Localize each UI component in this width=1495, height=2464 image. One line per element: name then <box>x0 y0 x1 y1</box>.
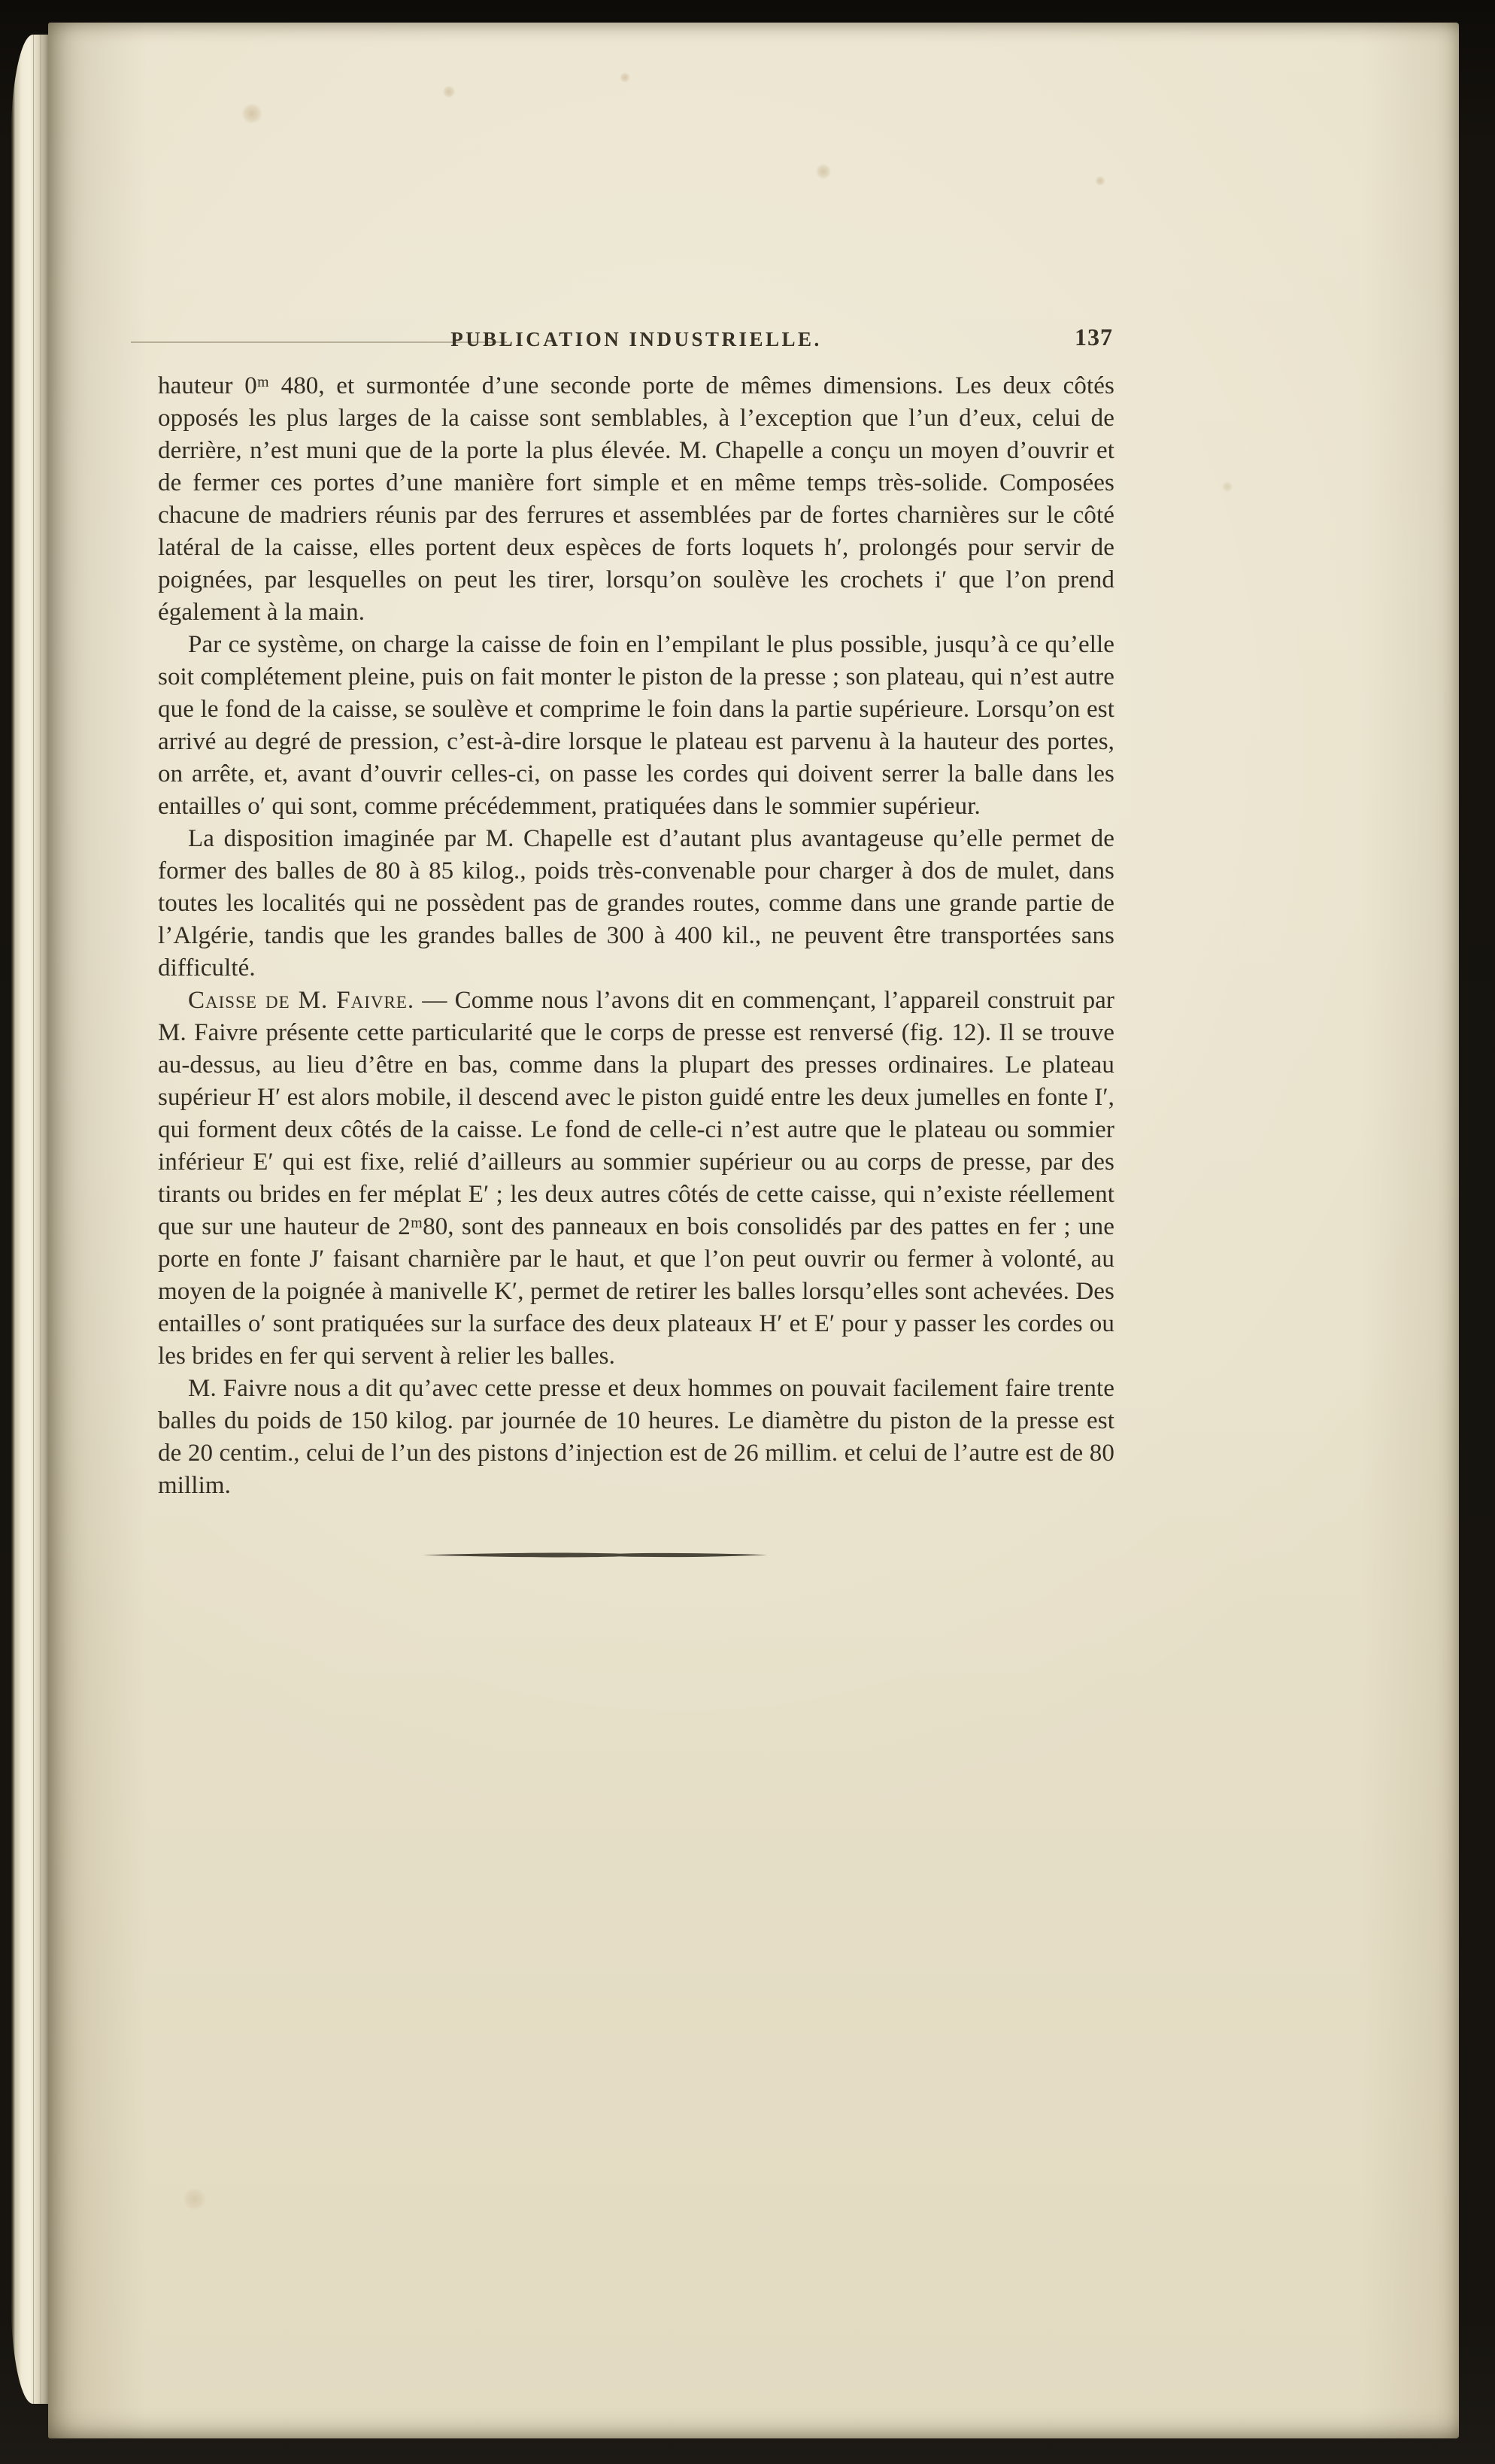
paragraph: M. Faivre nous a dit qu’avec cette presse et deux hommes on pouvait facilement faire trente balles du poids de 150 kilog. par journée de 10 heures. Le diamètre du piston de la presse est de 20 centim., celui de l’un des pistons d’injection est de 26 millim. et celui de l’autre est de 80 millim. <box>158 1375 1114 1499</box>
paper-stain <box>1221 481 1233 492</box>
paper-stain <box>1095 176 1105 186</box>
page-edge-lines <box>11 35 50 2404</box>
paragraph: hauteur 0ᵐ 480, et surmontée d’une seconde porte de mêmes dimensions. Les deux côtés opposés les plus larges de la caisse sont semblables, à l’exception que l’un d’eux, celui de derrière, n’est muni que de la porte la plus élevée. M. Chapelle a conçu un moyen d’ouvrir et de fermer ces portes d’une manière fort simple et en même temps très-solide. Composées chacune de madriers réunis par des ferrures et assemblées par de fortes charnières sur le côté latéral de la caisse, elles portent deux espèces de forts loquets h′, prolongés pour servir de poignées, par lesquelles on peut les tirer, lorsqu’on soulève les crochets i′ que l’on prend également à la main. <box>158 372 1114 626</box>
paragraph: La disposition imaginée par M. Chapelle est d’autant plus avantageuse qu’elle permet de former des balles de 80 à 85 kilog., poids très-convenable pour charger à dos de mulet, dans toutes les localités qui ne possèdent pas de grandes routes, comme dans une grande partie de l’Algérie, tandis que les grandes balles de 300 à 400 kil., ne peuvent être transportées sans difficulté. <box>158 825 1114 982</box>
page-number: 137 <box>1075 323 1113 350</box>
section-body: — Comme nous l’avons dit en commençant, l’appareil construit par M. Faivre présente cette particularité que le corps de presse est renversé (fig. 12). Il se trouve au-dessus, au lieu d’être en bas, comme dans la plupart des presses ordinaires. Le plateau supérieur H′ est alors mobile, il descend avec le piston guidé entre les deux jumelles en fonte I′, qui forment deux côtés de la caisse. Le fond de celle-ci n’est autre que le plateau ou sommier inférieur E′ qui est fixe, relié d’ailleurs au sommier supérieur ou au corps de presse, par des tirants ou brides en fer méplat E′ ; les deux autres côtés de cette caisse, qui n’existe réellement que sur une hauteur de 2ᵐ80, sont des panneaux en bois consolidés par des pattes en fer ; une porte en fonte J′ faisant charnière par le haut, et que l’on peut ouvrir ou fermer à volonté, au moyen de la poignée à manivelle K′, permet de retirer les balles lorsqu’elles sont achevées. Des entailles o′ sont pratiquées sur la surface des deux plateaux H′ et E′ pour y passer les cordes ou les brides en fer qui servent à relier les balles. <box>158 987 1114 1370</box>
running-head-title: PUBLICATION INDUSTRIELLE. <box>450 328 822 350</box>
text-column <box>158 323 1114 1558</box>
paper-stain <box>182 2189 208 2210</box>
running-head <box>158 323 1114 363</box>
paper-stain <box>620 72 630 83</box>
paper-stain <box>241 104 263 123</box>
book-fore-edge <box>11 35 50 2404</box>
section-lead: Caisse de M. Faivre. <box>188 987 415 1014</box>
paragraph <box>158 985 1114 1373</box>
section-divider <box>423 1552 767 1558</box>
book-page <box>48 23 1459 2438</box>
paragraph: Par ce système, on charge la caisse de foin en l’empilant le plus possible, jusqu’à ce qu’elle soit complétement pleine, puis on fait monter le piston de la presse ; son plateau, qui n’est autre que le fond de la caisse, se soulève et comprime le foin dans la partie supérieure. Lorsqu’on est arrivé au degré de pression, c’est-à-dire lorsque le plateau est parvenu à la hauteur des portes, on arrête, et, avant d’ouvrir celles-ci, on passe les cordes qui doivent serrer la balle dans les entailles o′ qui sont, comme précédemment, pratiquées dans le sommier supérieur. <box>158 631 1114 820</box>
paper-stain <box>442 86 456 98</box>
tapered-rule-icon <box>423 1552 767 1558</box>
paper-stain <box>815 164 832 179</box>
